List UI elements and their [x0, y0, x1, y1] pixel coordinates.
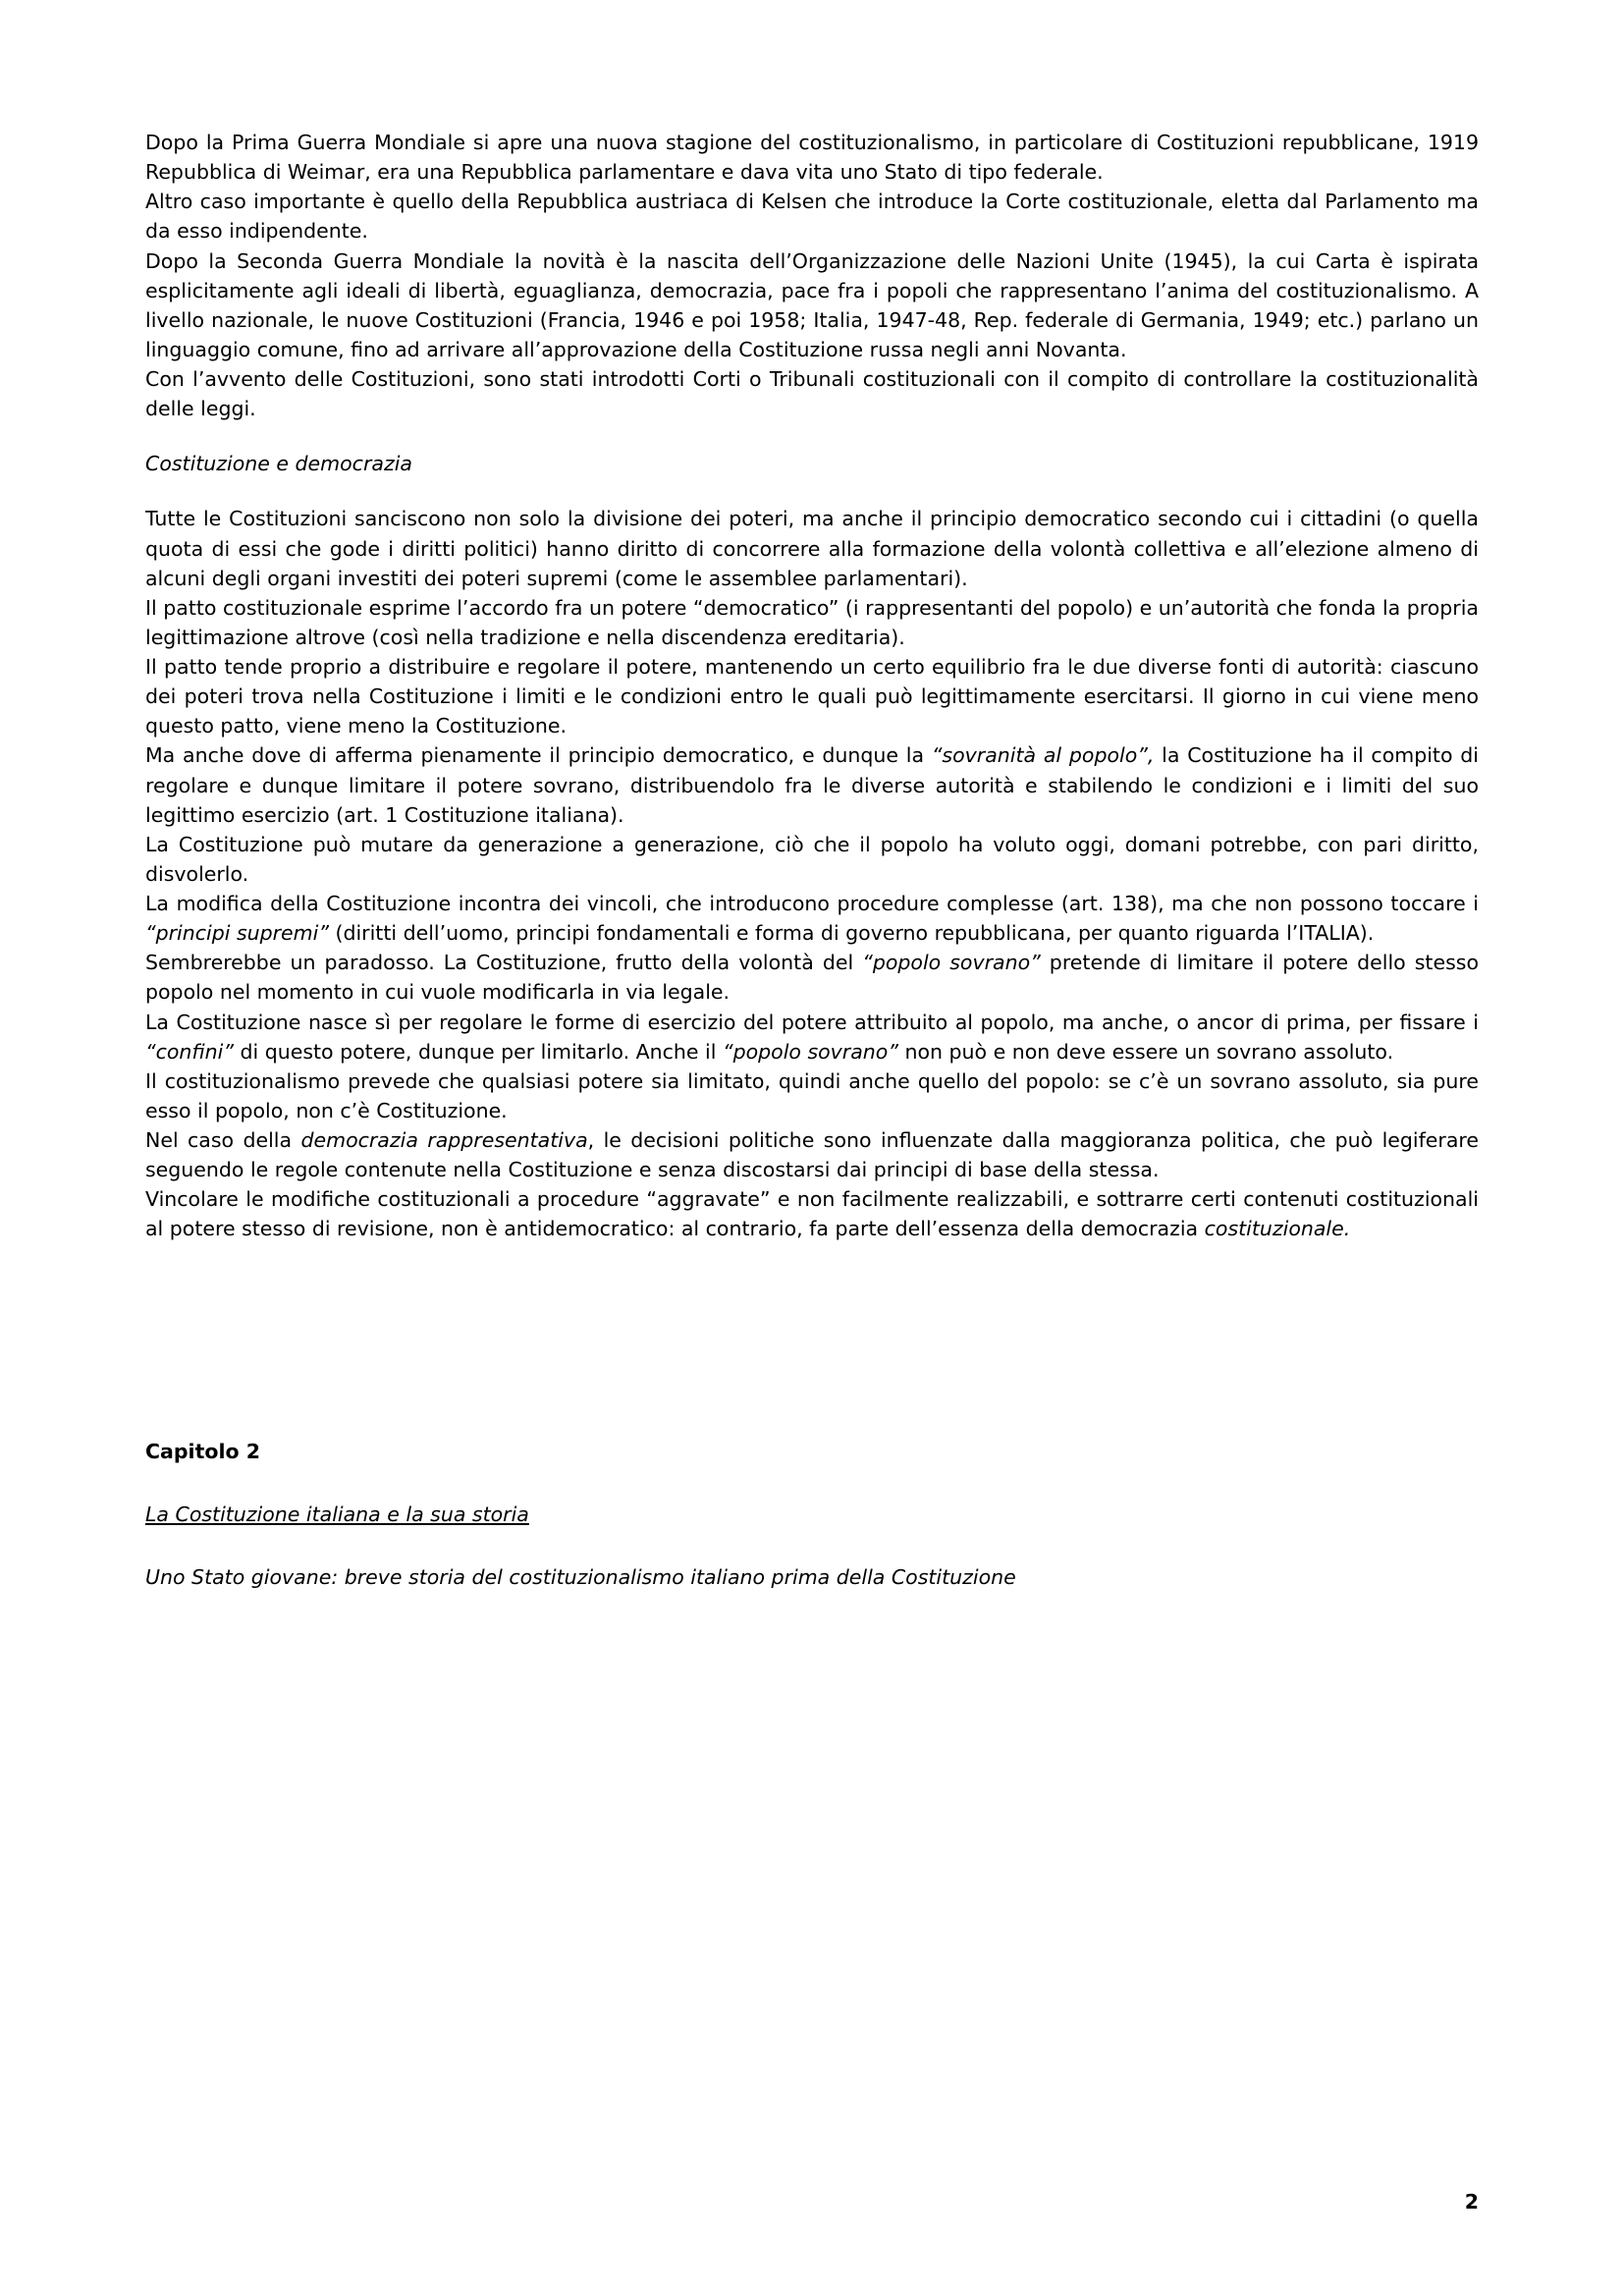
text-segment: Ma anche dove di afferma pienamente il principio democratico, e dunque la	[145, 743, 932, 768]
text-segment: Nel caso della	[145, 1128, 301, 1152]
paragraph-kelsen: Altro caso importante è quello della Repubblica austriaca di Kelsen che introduce la Corte costituzionale, eletta dal Parlamento ma da esso indipendente.	[145, 190, 1479, 244]
text-segment: La Costituzione nasce sì per regolare le forme di esercizio del potere attribuito al popolo, ma anche, o ancor di prima, per fissare i	[145, 1010, 1479, 1034]
section-heading-costituzione-e-democrazia: Costituzione e democrazia	[145, 452, 412, 476]
text-segment: di questo potere, dunque per limitarlo. Anche il	[233, 1039, 723, 1064]
text-segment: Vincolare le modifiche costituzionali a procedure “aggravate” e non facilmente realizzabili, e sottrarre certi contenuti costituzionali al potere stesso di revisione, non è antidemocratico: al contrario, fa parte dell’essenza della democrazia	[145, 1187, 1479, 1241]
emphasis-costituzionale: costituzionale.	[1204, 1217, 1351, 1241]
chapter-title: Capitolo 2	[145, 1439, 260, 1463]
page-number: 2	[1464, 2190, 1479, 2214]
text-segment: , le decisioni politiche sono influenzate dalla maggioranza politica, che può legiferare seguendo le regole contenute nella Costituzione e senza discostarsi dai principi di base della stessa.	[145, 1128, 1479, 1182]
quote-confini: “confini”	[145, 1039, 234, 1064]
text-segment: non può e non deve essere un sovrano assoluto.	[897, 1039, 1394, 1064]
quote-sovranita-al-popolo: “sovranità al popolo”,	[931, 743, 1155, 768]
chapter-subtitle: La Costituzione italiana e la sua storia	[145, 1502, 529, 1526]
paragraph-confini	[145, 1008, 1479, 1066]
paragraph-modifica-costituzione	[145, 889, 1479, 948]
chapter-note: Uno Stato giovane: breve storia del costituzionalismo italiano prima della Costituzione	[145, 1564, 1016, 1589]
text-segment: (diritti dell’uomo, principi fondamentali e forma di governo repubblicana, per quanto riguarda l’ITALIA).	[328, 921, 1375, 946]
paragraph-democrazia-rappresentativa	[145, 1125, 1479, 1184]
paragraph-onu: Dopo la Seconda Guerra Mondiale la novità è la nascita dell’Organizzazione delle Nazioni Unite (1945), la cui Carta è ispirata esplicitamente agli ideali di libertà, eguaglianza, democrazia, pace fra i popoli che rappresentano l’anima del costituzionalismo. A livello nazionale, le nuove Costituzioni (Francia, 1946 e poi 1958; Italia, 1947-48, Rep. federale di Germania, 1949; etc.) parlano un linguaggio comune, fino ad arrivare all’approvazione della Costituzione russa negli anni Novanta.	[145, 248, 1479, 361]
paragraph-costituzionalismo-limite: Il costituzionalismo prevede che qualsiasi potere sia limitato, quindi anche quello del popolo: se c’è un sovrano assoluto, sia pure esso il popolo, non c’è Costituzione.	[145, 1068, 1479, 1122]
paragraph-divisione-poteri: Tutte le Costituzioni sanciscono non solo la divisione dei poteri, ma anche il principio democratico secondo cui i cittadini (o quella quota di essi che gode i diritti politici) hanno diritto di concorrere alla formazione della volontà collettiva e all’elezione almeno di alcuni degli organi investiti dei poteri supremi (come le assemblee parlamentari).	[145, 507, 1479, 590]
emphasis-democrazia-rappresentativa: democrazia rappresentativa	[300, 1128, 588, 1152]
text-segment: La modifica della Costituzione incontra dei vincoli, che introducono procedure complesse (art. 138), ma che non possono toccare i	[145, 892, 1479, 915]
paragraph-corti: Con l’avvento delle Costituzioni, sono stati introdotti Corti o Tribunali costituzionali con il compito di controllare la costituzionalità delle leggi.	[145, 367, 1479, 421]
paragraph-paradosso	[145, 948, 1479, 1007]
paragraph-sovranita-al-popolo	[145, 740, 1479, 829]
text-segment: Sembrerebbe un paradosso. La Costituzione, frutto della volontà del	[145, 951, 863, 975]
paragraph-weimar: Dopo la Prima Guerra Mondiale si apre una nuova stagione del costituzionalismo, in particolare di Costituzioni repubblicane, 1919 Repubblica di Weimar, era una Repubblica parlamentare e dava vita uno Stato di tipo federale.	[145, 131, 1479, 185]
text-segment: la Costituzione ha il compito di regolare e dunque limitare il potere sovrano, distribuendolo fra le diverse autorità e stabilendo le condizioni e i limiti del suo legittimo esercizio (art. 1 Costituzione italiana).	[145, 743, 1479, 827]
paragraph-patto-costituzionale: Il patto costituzionale esprime l’accordo fra un potere “democratico” (i rappresentanti del popolo) e un’autorità che fonda la propria legittimazione altrove (così nella tradizione e nella discendenza ereditaria).	[145, 595, 1479, 649]
text-segment: pretende di limitare il potere dello stesso popolo nel momento in cui vuole modificarla in via legale.	[145, 951, 1479, 1005]
paragraph-vincolare-modifiche	[145, 1184, 1479, 1243]
document-body	[145, 128, 1479, 1592]
quote-popolo-sovrano: “popolo sovrano”	[862, 951, 1041, 975]
quote-popolo-sovrano-2: “popolo sovrano”	[722, 1039, 898, 1064]
paragraph-patto-distribuire: Il patto tende proprio a distribuire e regolare il potere, mantenendo un certo equilibrio fra le due diverse fonti di autorità: ciascuno dei poteri trova nella Costituzione i limiti e le condizioni entro le quali può legittimamente esercitarsi. Il giorno in cui viene meno questo patto, viene meno la Costituzione.	[145, 655, 1479, 738]
quote-principi-supremi: “principi supremi”	[145, 921, 329, 946]
paragraph-mutare-generazione: La Costituzione può mutare da generazione a generazione, ciò che il popolo ha voluto oggi, domani potrebbe, con pari diritto, disvolerlo.	[145, 832, 1479, 886]
chapter-block	[145, 1437, 1479, 1592]
